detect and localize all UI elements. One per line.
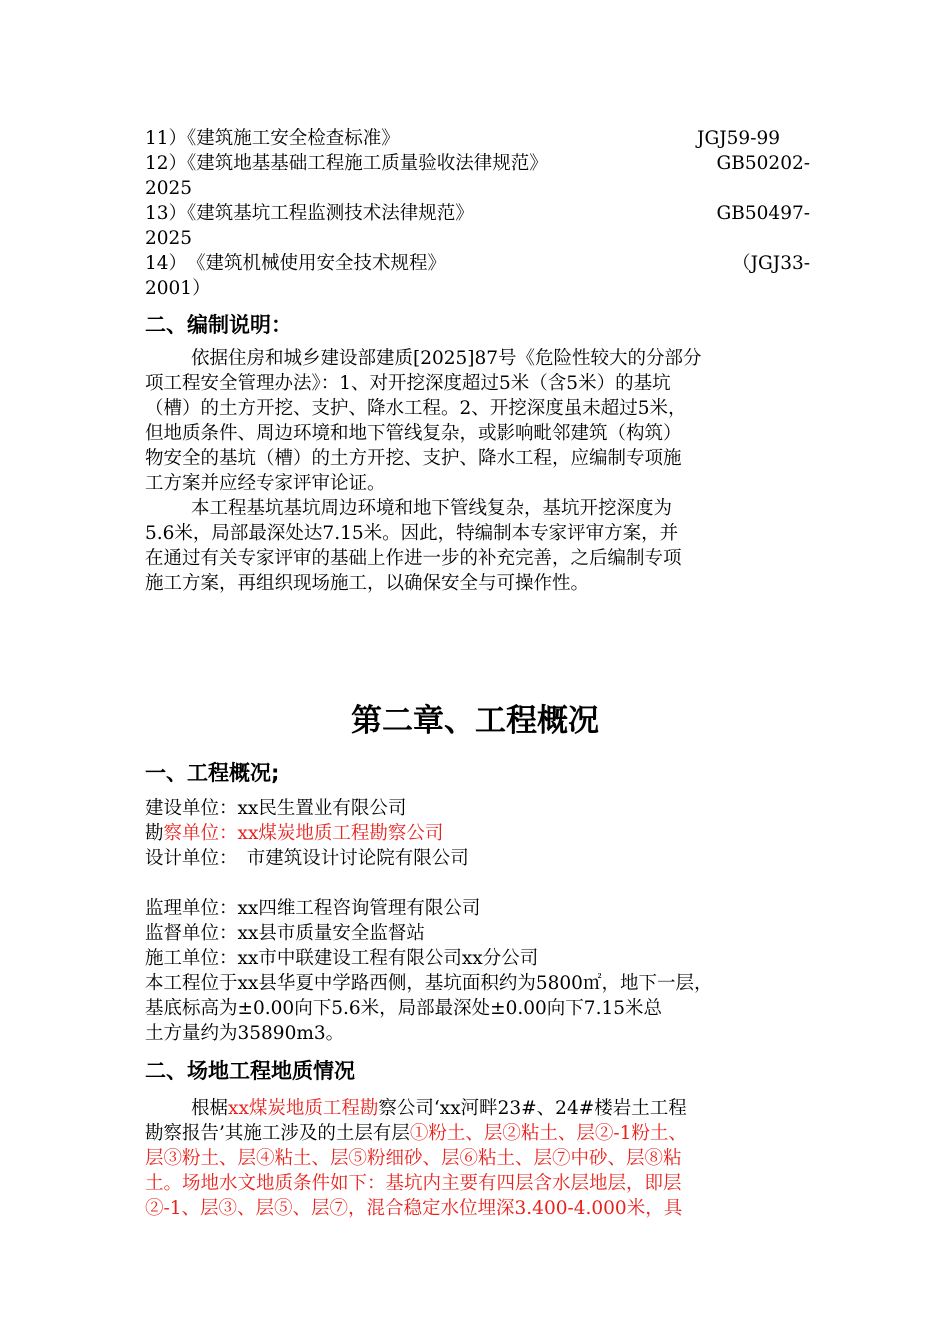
oversight-unit: 监督单位：xx县市质量安全监督站	[145, 923, 425, 944]
paragraph-line: 物安全的基坑（槽）的土方开挖、支护、降水工程，应编制专项施	[145, 448, 682, 469]
location-line: 本工程位于xx县华夏中学路西侧，基坑面积约为5800㎡，地下一层，	[145, 973, 713, 994]
location-line: 土方量约为35890m3。	[145, 1023, 345, 1044]
paragraph-line: 但地质条件、周边环境和地下管线复杂，或影响毗邻建筑（构筑）	[145, 423, 682, 444]
reference-title: 13）《建筑基坑工程监测技术法律规范》	[145, 203, 474, 224]
section-heading-geology: 二、场地工程地质情况	[145, 1059, 355, 1083]
location-line: 基底标高为±0.00向下5.6米，局部最深处±0.00向下7.15米总	[145, 998, 662, 1019]
geology-line	[145, 1096, 856, 1121]
geology-line-highlight: ②-1、层③、层⑤、层⑦，混合稳定水位埋深3.400-4.000米，具	[145, 1198, 683, 1219]
paragraph-line: 项工程安全管理办法》：1、对开挖深度超过5米（含5米）的基坑	[145, 373, 671, 394]
survey-unit	[145, 821, 810, 846]
reference-title: 11）《建筑施工安全检查标准》	[145, 128, 400, 149]
design-unit: 设计单位： 市建筑设计讨论院有限公司	[145, 848, 469, 869]
reference-item-14	[145, 251, 810, 276]
geology-line	[145, 1121, 810, 1146]
survey-unit-text: 察单位：xx煤炭地质工程勘察公司	[163, 823, 444, 844]
reference-item-12	[145, 151, 810, 176]
contractor-unit: 施工单位：xx市中联建设工程有限公司xx分公司	[145, 948, 539, 969]
reference-code: GB50497-	[716, 203, 810, 224]
paragraph-line: （槽）的土方开挖、支护、降水工程。2、开挖深度虽未超过5米，	[145, 398, 687, 419]
section-heading-compile-notes: 二、编制说明：	[145, 313, 292, 337]
geology-text: 根椐	[191, 1098, 229, 1119]
supervision-unit: 监理单位：xx四维工程咨询管理有限公司	[145, 898, 481, 919]
reference-title: 14） 《建筑机械使用安全技术规程》	[145, 253, 447, 274]
reference-code: （JGJ33-	[732, 253, 810, 274]
geology-text: 勘察报告’其施工涉及的土层有层	[145, 1123, 410, 1144]
paragraph-line: 施工方案，再组织现场施工，以确保安全与可操作性。	[145, 573, 590, 594]
geology-text: 察公司‘xx河畔23#、24#楼岩土工程	[378, 1098, 687, 1119]
reference-code: GB50202-	[716, 153, 810, 174]
client-unit: 建设单位：xx民生置业有限公司	[145, 798, 407, 819]
reference-item-11	[145, 126, 810, 151]
paragraph-line: 工方案并应经专家评审论证。	[145, 473, 386, 494]
reference-code: JGJ59-99	[697, 128, 780, 149]
paragraph-line: 依据住房和城乡建设部建质[2025]87号《危险性较大的分部分	[191, 348, 702, 369]
paragraph-line: 本工程基坑基坑周边环境和地下管线复杂，基坑开挖深度为	[191, 498, 673, 519]
geology-line-highlight: 层③粉土、层④粘土、层⑤粉细砂、层⑥粘土、层⑦中砂、层⑧粘	[145, 1148, 682, 1169]
reference-item-13	[145, 201, 810, 226]
geology-line-highlight: 土。场地水文地质条件如下：基坑内主要有四层含水层地层，即层	[145, 1173, 682, 1194]
reference-title: 12）《建筑地基基础工程施工质量验收法律规范》	[145, 153, 548, 174]
paragraph-line: 5.6米，局部最深处达7.15米。因此，特编制本专家评审方案，并	[145, 523, 679, 544]
chapter-title: 第二章、工程概况	[351, 703, 599, 739]
reference-code-continued: 2025	[145, 228, 193, 249]
section-heading-overview: 一、工程概况;	[145, 761, 280, 785]
survey-unit-prefix: 勘	[145, 823, 164, 844]
reference-code-continued: 2001）	[145, 278, 211, 299]
paragraph-line: 在通过有关专家评审的基础上作进一步的补充完善，之后编制专项	[145, 548, 682, 569]
reference-code-continued: 2025	[145, 178, 193, 199]
geology-layers-highlight: ①粉土、层②粘土、层②-1粉土、	[409, 1123, 687, 1144]
geology-company-highlight: xx煤炭地质工程勘	[228, 1098, 379, 1119]
